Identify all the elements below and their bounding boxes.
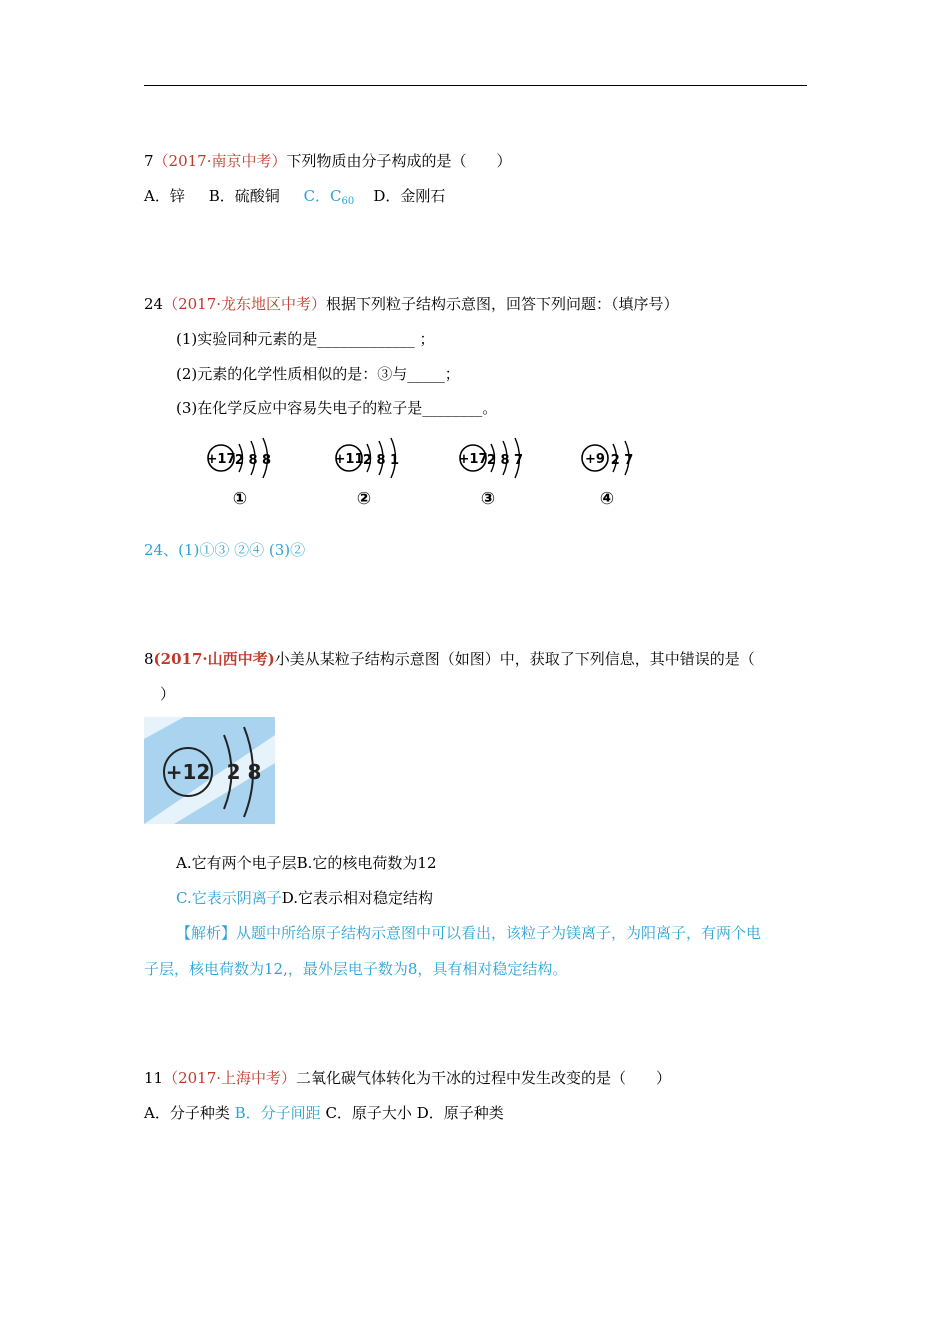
q8-stem-end: ）: [160, 685, 176, 703]
q11-source: （2017·上海中考）: [163, 1069, 297, 1087]
q8-source: (2017·山西中考): [153, 650, 275, 668]
q11-option-c: C．原子大小: [325, 1104, 412, 1122]
atom-3-nucleus: +17: [458, 452, 488, 467]
q8-analysis-line-2: 子层，核电荷数为12,，最外层电子数为8，具有相对稳定结构。: [144, 960, 568, 978]
atom-diagram-1: [203, 436, 283, 511]
q11-option-a: A．分子种类: [144, 1104, 230, 1122]
q7-option-c: C．$C_{60}$: [303, 187, 355, 207]
atom-diagram-2: [331, 436, 411, 511]
q7-number: 7: [144, 152, 154, 170]
q8-option-b: B.它的核电荷数为12: [296, 854, 437, 872]
q24-stem-text: 根据下列粒子结构示意图，回答下列问题：（填序号）: [326, 295, 679, 313]
q8-option-c: C.它表示阴离子: [176, 889, 282, 907]
q7-stem-text: 下列物质由分子构成的是（ ）: [286, 152, 512, 170]
q24-subquestion-3: (3)在化学反应中容易失电子的粒子是________。: [176, 399, 498, 417]
q8-stem: [144, 649, 755, 669]
q11-number: 11: [144, 1069, 164, 1087]
q8-option-a: A.它有两个电子层: [176, 854, 297, 872]
q8-atom-nucleus: +12: [165, 760, 211, 784]
q8-options-row-1: [176, 853, 437, 873]
q8-atom-electrons: 2 8: [226, 760, 262, 784]
q8-option-d: D.它表示相对稳定结构: [281, 889, 433, 907]
q11-stem-text: 二氧化碳气体转化为干冰的过程中发生改变的是（ ）: [296, 1069, 672, 1087]
atom-diagram-3: [455, 436, 535, 511]
atom-4-label: ④: [599, 489, 615, 509]
q24-stem: [144, 294, 679, 314]
q7-option-d: D．金刚石: [373, 187, 446, 205]
q11-options: [144, 1103, 504, 1123]
atom-4-nucleus: +9: [585, 452, 605, 467]
q8-analysis-tag: 【解析】: [176, 924, 237, 942]
atom-1-nucleus: +17: [206, 452, 236, 467]
q8-number: 8: [144, 650, 154, 668]
q24-answer: 24、(1)①③ ②④ (3)②: [144, 541, 306, 559]
q7-option-a: A．锌: [144, 187, 185, 205]
q11-option-d: D．原子种类: [416, 1104, 504, 1122]
atom-diagram-4: [578, 436, 648, 511]
q8-stem-text: 小美从某粒子结构示意图（如图）中，获取了下列信息，其中错误的是（: [274, 650, 755, 668]
atom-2-nucleus: +11: [334, 452, 364, 467]
q24-subquestion-2: (2)元素的化学性质相似的是：③与_____；: [176, 365, 460, 383]
atom-4-electrons: 2 7: [610, 453, 634, 468]
header-rule: [144, 85, 807, 86]
q8-atom-image: [144, 717, 275, 824]
q11-option-b: B．分子间距: [234, 1104, 321, 1122]
atom-2-label: ②: [356, 489, 372, 509]
q24-number: 24: [144, 295, 164, 313]
atom-3-electrons: 2 8 7: [486, 453, 524, 468]
q7-option-b: B．硫酸铜: [208, 187, 280, 205]
atom-1-label: ①: [232, 489, 248, 509]
q8-options-row-2: [176, 888, 433, 908]
atom-1-electrons: 2 8 8: [234, 453, 272, 468]
q7-source: （2017·南京中考）: [153, 152, 287, 170]
q8-analysis-line-1: [176, 923, 761, 943]
q7-stem: [144, 151, 512, 171]
q8-analysis-text-1: 从题中所给原子结构示意图中可以看出，该粒子为镁离子，为阳离子，有两个电: [236, 924, 762, 942]
q7-options: [144, 186, 445, 212]
q24-source: （2017·龙东地区中考）: [163, 295, 327, 313]
q24-subquestion-1: (1)实验同种元素的是_____________ ；: [176, 330, 435, 348]
atom-3-label: ③: [480, 489, 496, 509]
q11-stem: [144, 1068, 671, 1088]
atom-2-electrons: 2 8 1: [362, 453, 400, 468]
